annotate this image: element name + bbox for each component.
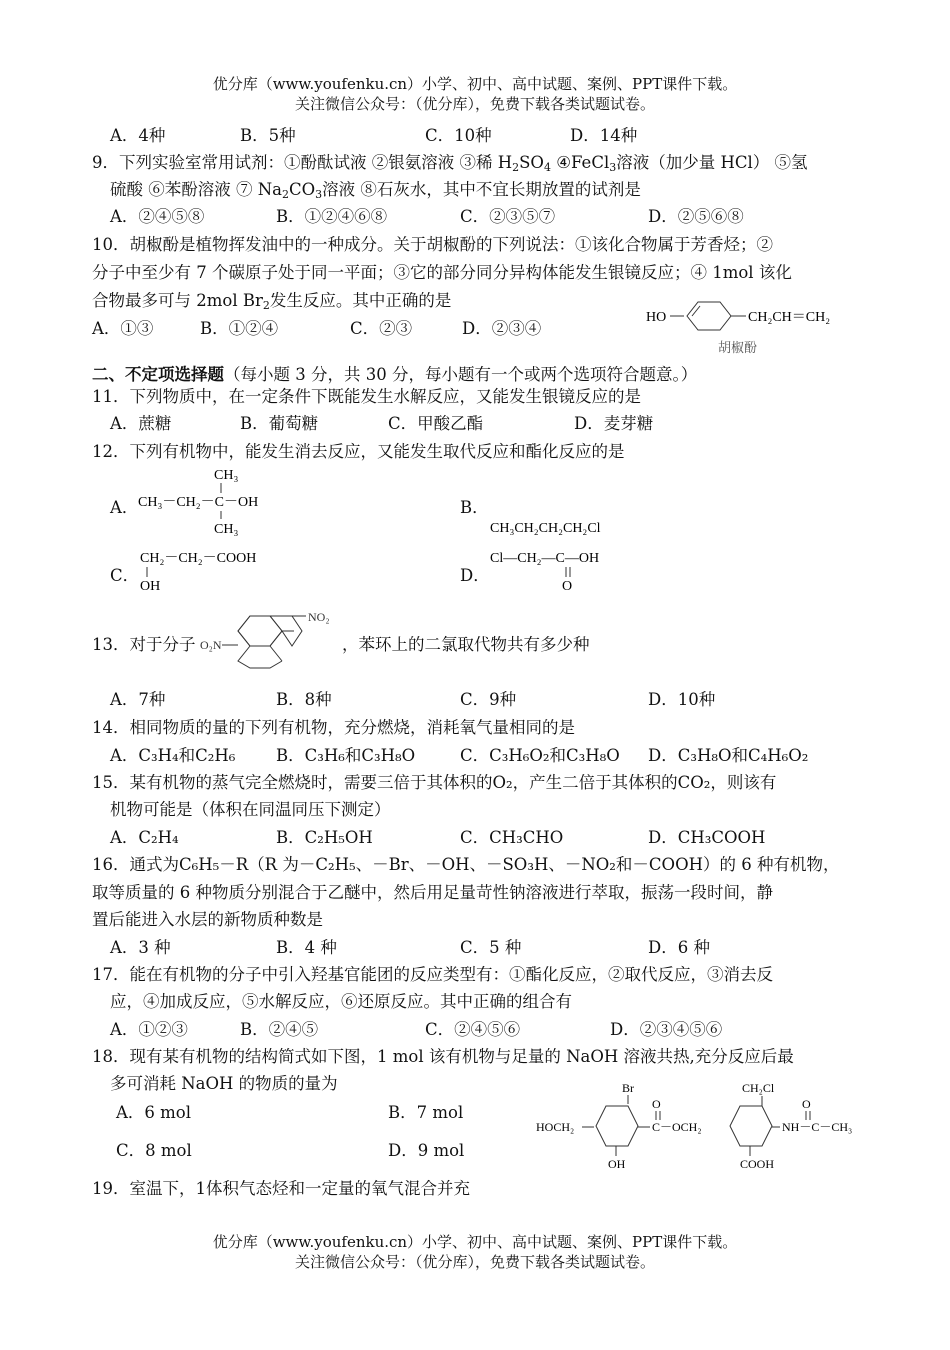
q9-line-2: 硫酸 ⑥苯酚溶液 ⑦ $Na_2CO_3$溶液 ⑧石灰水，其中不宜长期放置的试剂是 bbox=[110, 180, 641, 201]
q10-option-c: C．②③ bbox=[350, 319, 413, 338]
structure-label: COOH bbox=[740, 1157, 775, 1171]
q17-line-2: 应，④加成反应，⑤水解反应，⑥还原反应。其中正确的组合有 bbox=[110, 992, 572, 1011]
q13-option-a: A．7种 bbox=[110, 690, 166, 709]
q12-structure-d bbox=[488, 545, 628, 595]
q15-option-b: B．C₂H₅OH bbox=[276, 828, 373, 847]
q11-option-c: C．甲酸乙酯 bbox=[388, 414, 484, 433]
structure-label: O bbox=[802, 1097, 811, 1111]
dinitronaphthalene-structure bbox=[198, 602, 348, 670]
chavicol-structure bbox=[640, 296, 850, 360]
q17-option-b: B．②④⑤ bbox=[240, 1020, 319, 1039]
q15-option-d: D．CH₃COOH bbox=[648, 828, 766, 847]
benzene-ring-left bbox=[596, 1106, 638, 1146]
q16-option-c: C．5 种 bbox=[460, 938, 522, 957]
q16-line-2: 取等质量的 6 种物质分别混合于乙醚中，然后用足量苛性钠溶液进行萃取，振荡一段时间，静 bbox=[92, 883, 773, 902]
q14-option-b: B．C₃H₆和C₃H₈O bbox=[276, 746, 416, 765]
q12-option-d: D． bbox=[460, 566, 490, 585]
q14-option-d: D．C₃H₈O和C₄H₆O₂ bbox=[648, 746, 809, 765]
q18-line-2: 多可消耗 NaOH 的物质的量为 bbox=[110, 1074, 338, 1093]
benzene-ring bbox=[687, 302, 731, 330]
q13-option-d: D．10种 bbox=[648, 690, 716, 709]
q17-option-d: D．②③④⑤⑥ bbox=[610, 1020, 723, 1039]
q13-option-b: B．8种 bbox=[276, 690, 332, 709]
q12-option-a: A． bbox=[110, 498, 139, 517]
footer-line-2: 关注微信公众号：（优分库），免费下载各类试题试卷。 bbox=[294, 1253, 655, 1271]
q9-option-d: D．②⑤⑥⑧ bbox=[648, 207, 744, 226]
q10-option-a: A．①③ bbox=[92, 319, 154, 338]
q18-line-1: 18．现有某有机物的结构简式如下图，1 mol 该有机物与足量的 NaOH 溶液共热,充分反应后最 bbox=[92, 1047, 794, 1066]
q8-option-a: A．4种 bbox=[110, 126, 166, 145]
q12-option-b: B． bbox=[460, 498, 489, 517]
q10-line-1: 10．胡椒酚是植物挥发油中的一种成分。关于胡椒酚的下列说法：①该化合物属于芳香烃；② bbox=[92, 235, 773, 254]
q11-option-d: D．麦芽糖 bbox=[574, 414, 654, 433]
q18-option-b: B．7 mol bbox=[388, 1103, 464, 1122]
naphthalene-ring bbox=[238, 616, 282, 646]
header-line-2: 关注微信公众号：（优分库），免费下载各类试题试卷。 bbox=[294, 95, 655, 113]
naphthalene-bonds bbox=[270, 616, 302, 646]
structure-caption: 胡椒酚 bbox=[718, 340, 758, 355]
q9-line-1: 9．下列实验室常用试剂：①酚酞试液 ②银氨溶液 ③稀 $H_2SO_4$ ④FeCl$_3$溶液（加少量 HCl） ⑤氢 bbox=[92, 153, 808, 174]
q16-line-1: 16．通式为C₆H₅－R（R 为－C₂H₅、－Br、－OH、－SO₃H、－NO₂和－COOH）的 6 种有机物， bbox=[92, 855, 840, 874]
structure-label: O₂N bbox=[200, 638, 222, 652]
q18-ester-structure bbox=[534, 1078, 864, 1174]
q16-option-b: B．4 种 bbox=[276, 938, 337, 957]
q15-option-c: C．CH₃CHO bbox=[460, 828, 564, 847]
q17-option-a: A．①②③ bbox=[110, 1020, 188, 1039]
q14-option-a: A．C₃H₄和C₂H₆ bbox=[110, 746, 236, 765]
structure-label: NO₂ bbox=[308, 610, 330, 624]
header-line-1: 优分库（www.youfenku.cn）小学、初中、高中试题、案例、PPT课件下载。 bbox=[212, 75, 738, 93]
q12-structure-c bbox=[138, 545, 278, 595]
structure-label: Br bbox=[622, 1081, 634, 1095]
q13-stem-pre: 13．对于分子 bbox=[92, 635, 196, 654]
structure-label: O bbox=[562, 579, 573, 594]
q10-option-b: B．①②④ bbox=[200, 319, 279, 338]
q11-stem: 11．下列物质中，在一定条件下既能发生水解反应，又能发生银镜反应的是 bbox=[92, 387, 641, 406]
q16-line-3: 置后能进入水层的新物质种数是 bbox=[92, 910, 323, 929]
q13-stem-post: ，苯环上的二氯取代物共有多少种 bbox=[342, 635, 590, 654]
structure-label: C－OCH₂ bbox=[652, 1120, 702, 1134]
q18-option-c: C．8 mol bbox=[116, 1141, 192, 1160]
q13-option-c: C．9种 bbox=[460, 690, 517, 709]
structure-label: CH₃ bbox=[214, 522, 239, 537]
q17-option-c: C．②④⑤⑥ bbox=[425, 1020, 521, 1039]
q10-option-d: D．②③④ bbox=[462, 319, 542, 338]
structure-label: OH bbox=[140, 579, 161, 594]
q14-stem: 14．相同物质的量的下列有机物，充分燃烧，消耗氧气量相同的是 bbox=[92, 718, 575, 737]
q12-stem: 12．下列有机物中，能发生消去反应，又能发生取代反应和酯化反应的是 bbox=[92, 442, 625, 461]
structure-label: CH₂Cl bbox=[742, 1081, 775, 1095]
q8-option-b: B．5种 bbox=[240, 126, 296, 145]
q9-option-c: C．②③⑤⑦ bbox=[460, 207, 556, 226]
q15-line-2: 机物可能是（体积在同温同压下测定） bbox=[110, 800, 391, 819]
q10-line-2: 分子中至少有 7 个碳原子处于同一平面；③它的部分同分异构体能发生银镜反应；④ 1mol 该化 bbox=[92, 263, 792, 282]
q19-stem: 19．室温下，1体积气态烃和一定量的氧气混合并充 bbox=[92, 1179, 470, 1198]
q14-option-c: C．C₃H₆O₂和C₃H₈O bbox=[460, 746, 620, 765]
q11-option-a: A．蔗糖 bbox=[110, 414, 172, 433]
section-2-heading: 二、不定项选择题（每小题 3 分，共 30 分，每小题有一个或两个选项符合题意。） bbox=[92, 365, 698, 384]
q17-line-1: 17．能在有机物的分子中引入羟基官能团的反应类型有：①酯化反应，②取代反应，③消去反 bbox=[92, 965, 773, 984]
q8-option-c: C．10种 bbox=[425, 126, 492, 145]
benzene-ring-right bbox=[730, 1106, 772, 1146]
structure-label: CH₃－CH₂－C－OH bbox=[138, 495, 259, 510]
q9-option-b: B．①②④⑥⑧ bbox=[276, 207, 388, 226]
footer-line-1: 优分库（www.youfenku.cn）小学、初中、高中试题、案例、PPT课件下载。 bbox=[212, 1233, 738, 1251]
structure-label: HOCH₂ bbox=[536, 1120, 575, 1134]
structure-label: Cl—CH₂—C—OH bbox=[490, 551, 600, 566]
q18-option-d: D．9 mol bbox=[388, 1141, 465, 1160]
structure-allyl-label: CH₂CH＝CH₂ bbox=[748, 310, 831, 325]
structure-ho-label: HO bbox=[646, 310, 667, 325]
q15-option-a: A．C₂H₄ bbox=[110, 828, 179, 847]
q16-option-a: A．3 种 bbox=[110, 938, 171, 957]
structure-label: O bbox=[652, 1097, 661, 1111]
q12-structure-a bbox=[138, 465, 278, 537]
q12-option-c: C． bbox=[110, 566, 140, 585]
structure-label: CH₂－CH₂－COOH bbox=[140, 551, 257, 566]
naphthalene-bonds bbox=[238, 616, 282, 668]
q8-option-d: D．14种 bbox=[570, 126, 638, 145]
q16-option-d: D．6 种 bbox=[648, 938, 710, 957]
structure-label: NH－C－CH₃ bbox=[782, 1120, 853, 1134]
q11-option-b: B．葡萄糖 bbox=[240, 414, 319, 433]
structure-label: CH₃ bbox=[214, 468, 239, 483]
structure-label: OH bbox=[608, 1157, 626, 1171]
q18-option-a: A．6 mol bbox=[116, 1103, 192, 1122]
q15-line-1: 15．某有机物的蒸气完全燃烧时，需要三倍于其体积的O₂，产生二倍于其体积的CO₂，则该有 bbox=[92, 773, 777, 792]
structure-label: CH₃CH₂CH₂CH₂Cl bbox=[490, 521, 601, 536]
q10-line-3: 合物最多可与 2mol $Br_2$发生反应。其中正确的是 bbox=[92, 291, 452, 312]
q12-structure-b bbox=[488, 515, 628, 539]
q9-option-a: A．②④⑤⑧ bbox=[110, 207, 205, 226]
